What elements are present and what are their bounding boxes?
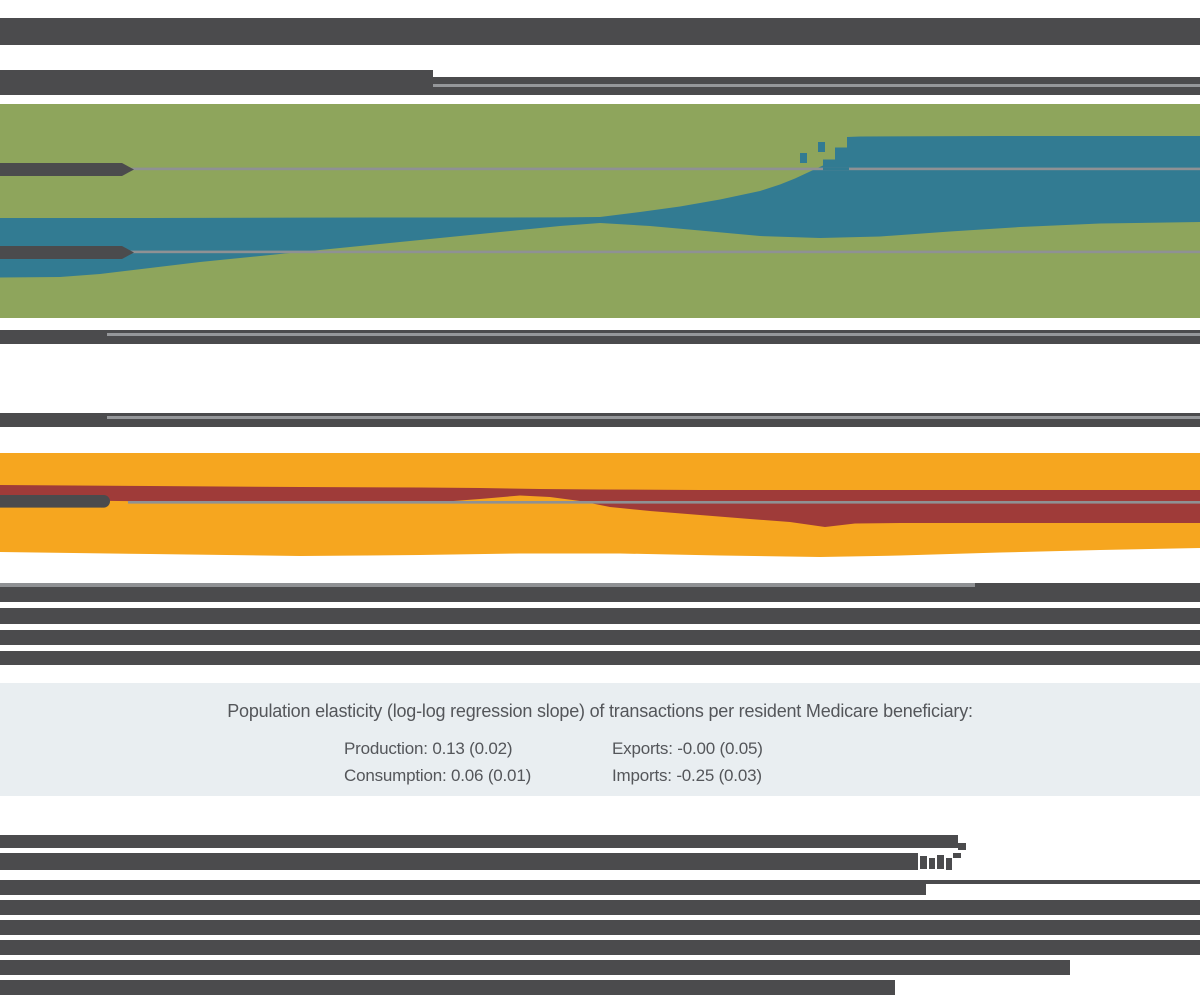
stat-imports: Imports: -0.25 (0.03) [612, 766, 762, 785]
redacted-title-bar [0, 18, 1200, 45]
stat-consumption: Consumption: 0.06 (0.01) [344, 766, 532, 785]
stat-exports: Exports: -0.00 (0.05) [612, 739, 763, 758]
redacted-footnote-line-3 [0, 880, 926, 895]
chart1-xaxis-line [107, 333, 1200, 336]
redacted-footnote-line-5 [0, 920, 1200, 935]
chart1-step-dash-2 [818, 142, 825, 152]
stats-title: Population elasticity (log-log regression slope) of transactions per resident Medicare beneficiary: [227, 701, 973, 721]
chart2-gridline [128, 501, 1200, 504]
footnote-glyph-2 [929, 858, 935, 869]
redacted-footnote-line-6 [0, 940, 1200, 955]
chart2-left-label-block [0, 495, 102, 508]
subtitle-rule [433, 84, 1200, 87]
redacted-footnote-line-7 [0, 960, 1070, 975]
redacted-note-line-2 [0, 630, 1200, 645]
stats-columns [344, 735, 763, 789]
chart1-step-dash-1 [800, 153, 807, 163]
redacted-footnote-line-8 [0, 980, 895, 995]
redacted-footnote-tail-1 [958, 843, 966, 850]
chart1-gridline-upper [128, 168, 1200, 171]
redacted-footnote-line-4 [0, 900, 1200, 915]
footnote-glyph-3 [937, 855, 944, 869]
footnote-glyph-4 [946, 858, 952, 870]
redacted-subtitle-block [0, 70, 433, 95]
redacted-footnote-line-1 [0, 835, 958, 848]
chart1-xaxis-labels-bar [0, 330, 1200, 344]
stat-production: Production: 0.13 (0.02) [344, 739, 513, 758]
redacted-footnote-line-2 [0, 853, 918, 870]
footnote-glyph-5 [953, 853, 961, 858]
chart2-xaxis-line [0, 583, 975, 587]
chart2-xaxis-right-block [975, 583, 1200, 602]
stats-box [0, 683, 1200, 796]
redacted-note-line-1 [0, 608, 1200, 624]
stats-column-2 [612, 735, 763, 789]
stats-column-1 [344, 735, 612, 789]
chart1-gridline-upper-cover [823, 168, 849, 171]
redacted-note-line-3 [0, 651, 1200, 665]
chart2-xaxis-labels-bar [0, 587, 975, 602]
footnote-glyph-1 [920, 856, 927, 869]
chart2-title-rule [107, 416, 1200, 419]
chart1-gridline-lower [128, 251, 1200, 254]
footnote-rule [926, 880, 1200, 884]
chart1-flag-label-upper [0, 163, 134, 176]
chart1-flag-label-lower [0, 246, 134, 259]
chart2-title-bar [0, 413, 1200, 427]
